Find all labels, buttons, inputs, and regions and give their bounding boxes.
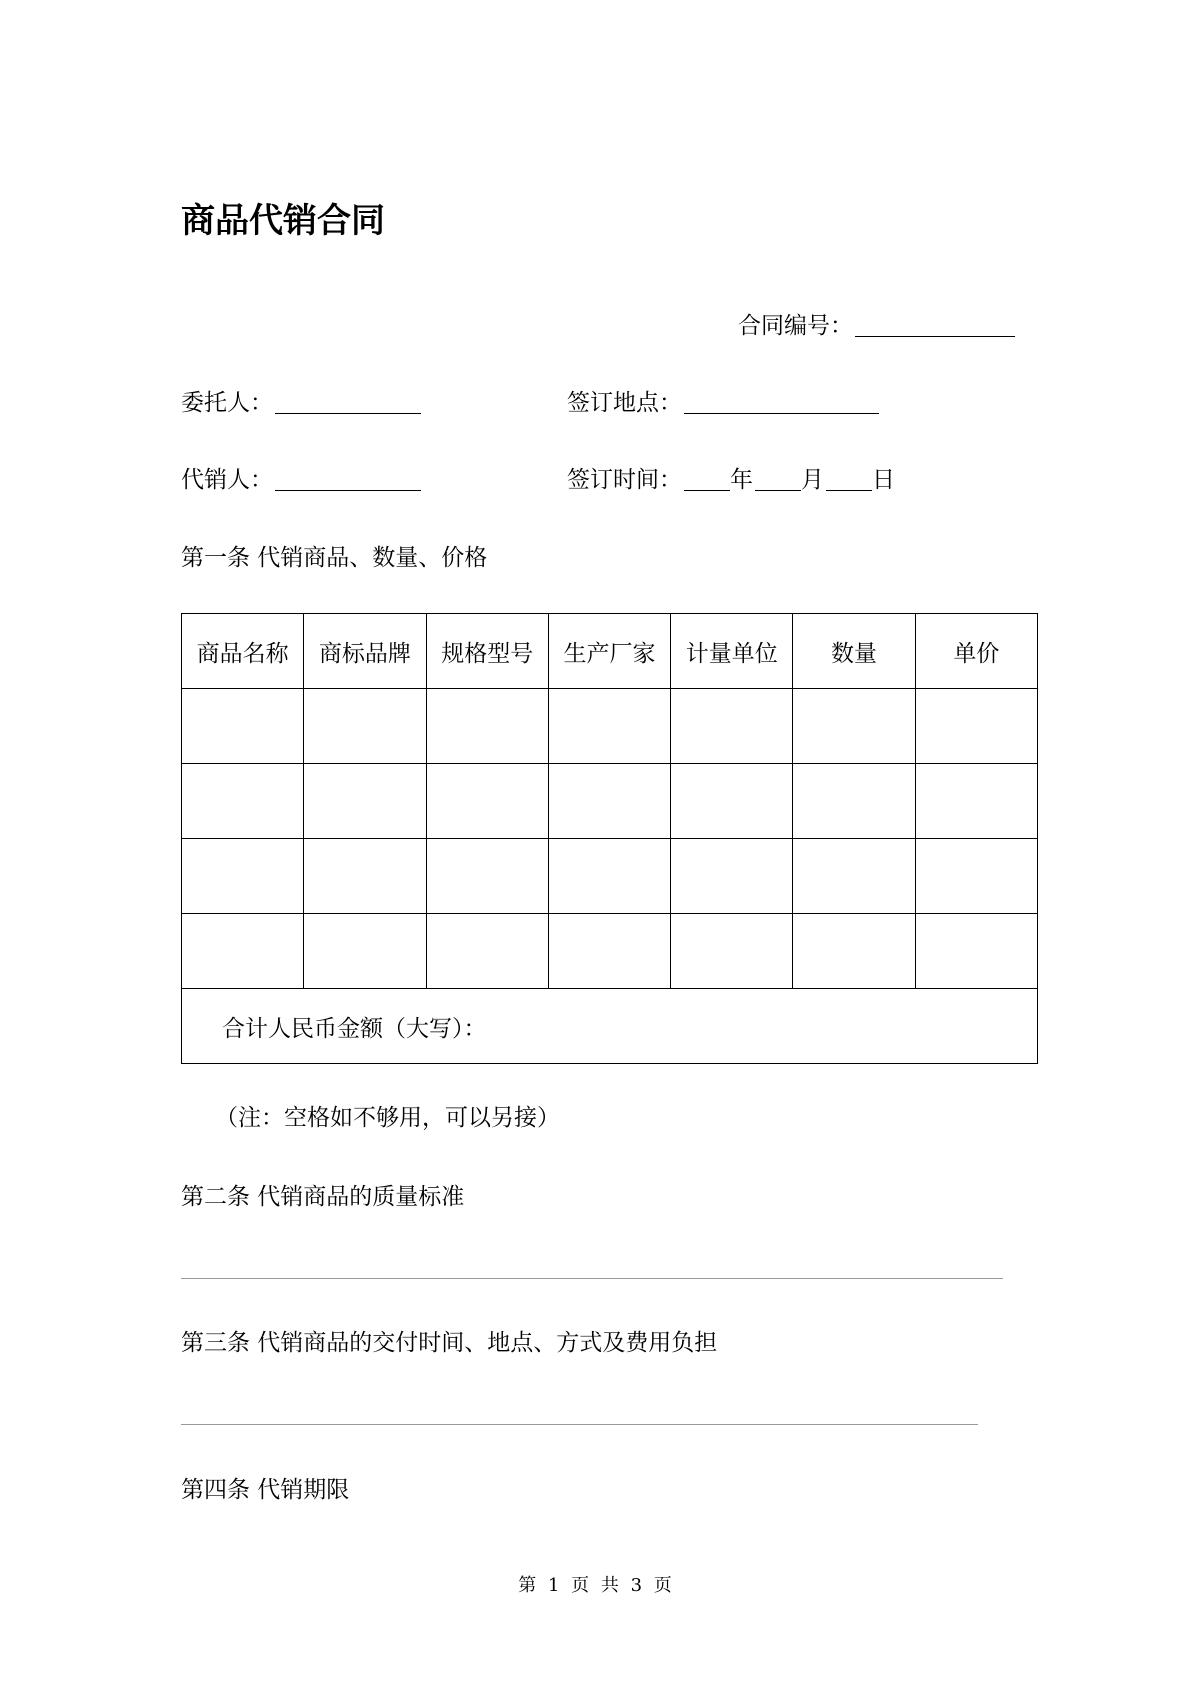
agent-blank[interactable]	[275, 468, 421, 491]
table-cell[interactable]	[548, 764, 670, 839]
table-note: （注：空格如不够用，可以另接）	[215, 1105, 560, 1131]
page-footer: 第 1 页 共 3 页	[518, 1575, 672, 1596]
table-cell[interactable]	[671, 914, 793, 989]
table-row	[182, 764, 1038, 839]
col-header-unit: 计量单位	[671, 614, 793, 689]
table-cell[interactable]	[793, 689, 915, 764]
table-cell[interactable]	[182, 839, 304, 914]
article-4-heading: 第四条 代销期限	[181, 1477, 350, 1503]
table-cell[interactable]	[915, 914, 1037, 989]
day-label: 日	[872, 467, 895, 493]
table-row	[182, 914, 1038, 989]
col-header-quantity: 数量	[793, 614, 915, 689]
day-blank[interactable]	[826, 468, 872, 491]
article-3-fill-line[interactable]	[181, 1424, 978, 1425]
table-cell[interactable]	[548, 689, 670, 764]
goods-table-header-row	[182, 614, 1038, 689]
table-cell[interactable]	[793, 839, 915, 914]
table-cell[interactable]	[548, 914, 670, 989]
table-row	[182, 689, 1038, 764]
contract-number-label: 合同编号：	[738, 313, 853, 339]
table-cell[interactable]	[304, 839, 426, 914]
table-cell[interactable]	[793, 914, 915, 989]
table-cell[interactable]	[426, 914, 548, 989]
table-cell[interactable]	[671, 689, 793, 764]
table-cell[interactable]	[426, 689, 548, 764]
table-cell[interactable]	[304, 689, 426, 764]
table-cell[interactable]	[671, 839, 793, 914]
table-cell[interactable]	[671, 764, 793, 839]
month-label: 月	[801, 467, 824, 493]
table-cell[interactable]	[426, 764, 548, 839]
year-blank[interactable]	[684, 468, 730, 491]
table-cell[interactable]	[915, 764, 1037, 839]
contract-number-blank[interactable]	[855, 314, 1015, 337]
article-1-heading: 第一条 代销商品、数量、价格	[181, 545, 488, 571]
total-amount-cell[interactable]: 合计人民币金额（大写）：	[182, 989, 1038, 1064]
table-cell[interactable]	[182, 764, 304, 839]
consignor-blank[interactable]	[275, 391, 421, 414]
article-2-fill-line[interactable]	[181, 1278, 1003, 1279]
col-header-spec: 规格型号	[426, 614, 548, 689]
table-cell[interactable]	[182, 914, 304, 989]
table-cell[interactable]	[304, 914, 426, 989]
sign-time-label: 签订时间：	[567, 467, 682, 493]
table-cell[interactable]	[304, 764, 426, 839]
article-3-heading: 第三条 代销商品的交付时间、地点、方式及费用负担	[181, 1330, 718, 1356]
col-header-unit-price: 单价	[915, 614, 1037, 689]
sign-place-line	[567, 384, 879, 417]
table-cell[interactable]	[915, 689, 1037, 764]
agent-line	[181, 461, 421, 494]
sign-time-line	[567, 461, 895, 494]
month-blank[interactable]	[755, 468, 801, 491]
agent-label: 代销人：	[181, 467, 273, 493]
table-cell[interactable]	[793, 764, 915, 839]
document-title: 商品代销合同	[181, 201, 385, 241]
sign-place-blank[interactable]	[684, 391, 879, 414]
col-header-brand: 商标品牌	[304, 614, 426, 689]
table-cell[interactable]	[548, 839, 670, 914]
consignor-line	[181, 384, 421, 417]
consignor-label: 委托人：	[181, 390, 273, 416]
table-row	[182, 839, 1038, 914]
total-row	[182, 989, 1038, 1064]
col-header-manufacturer: 生产厂家	[548, 614, 670, 689]
sign-place-label: 签订地点：	[567, 390, 682, 416]
goods-table	[181, 613, 1038, 1064]
article-2-heading: 第二条 代销商品的质量标准	[181, 1184, 465, 1210]
table-cell[interactable]	[915, 839, 1037, 914]
col-header-product-name: 商品名称	[182, 614, 304, 689]
year-label: 年	[730, 467, 753, 493]
contract-number-line	[738, 307, 1015, 340]
table-cell[interactable]	[182, 689, 304, 764]
table-cell[interactable]	[426, 839, 548, 914]
